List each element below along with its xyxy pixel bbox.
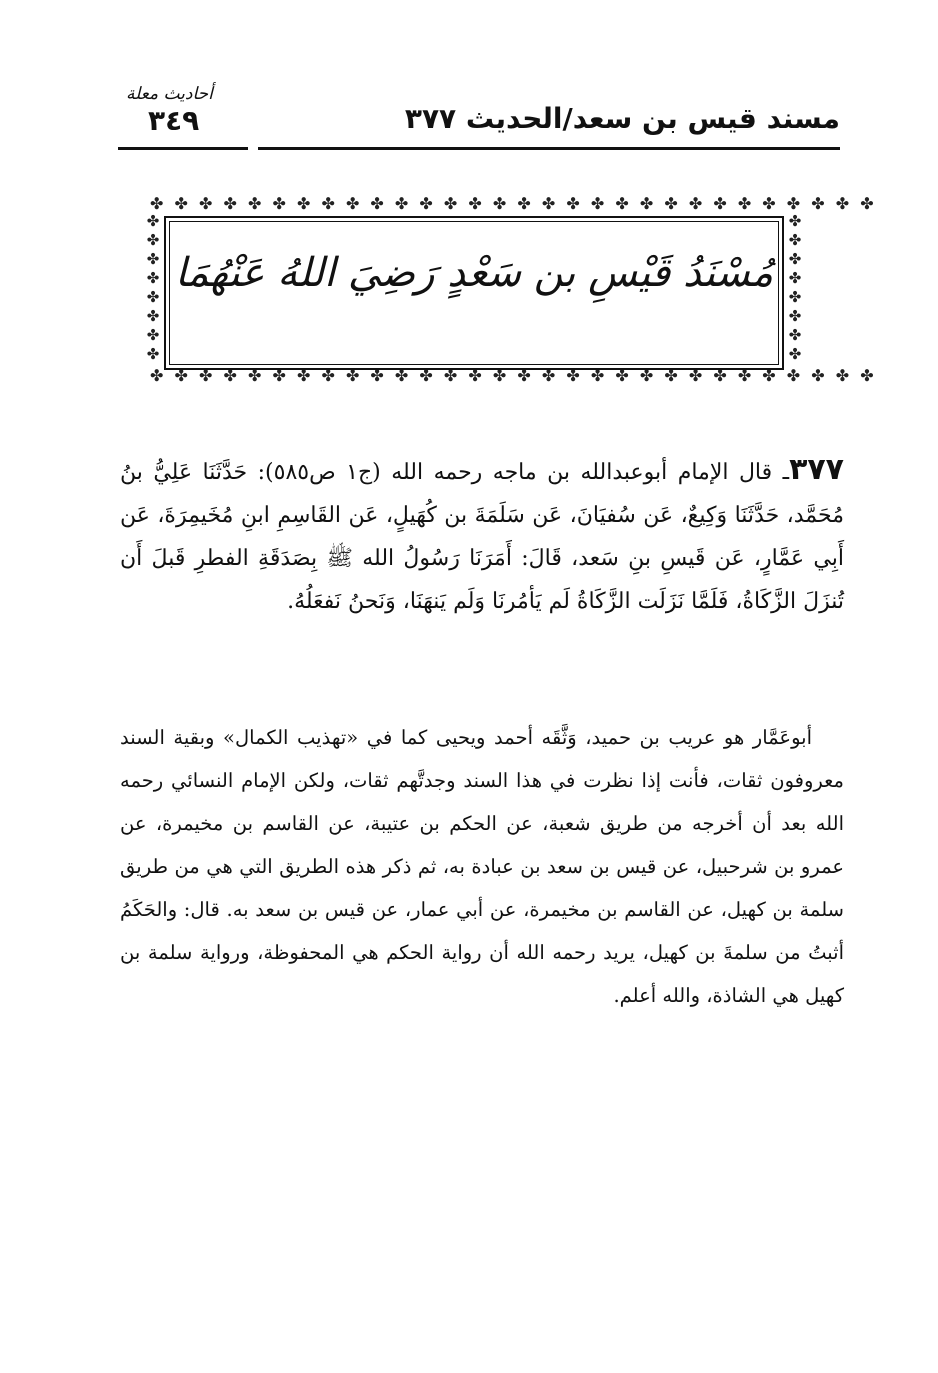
page-number-rule [118, 147, 248, 150]
page-header [118, 80, 840, 150]
header-rule [258, 147, 840, 150]
ornament-border-right: ✤ ✤ ✤ ✤ ✤ ✤ ✤ ✤ [788, 212, 802, 363]
book-name: أحاديث معلة [126, 84, 213, 104]
page-number: ٣٤٩ [148, 104, 200, 137]
hadith-text: ـ قال الإمام أبوعبدالله بن ماجه رحمه الله (ج١ ص٥٨٥): حَدَّثَنَا عَلِيُّ بنُ مُحَمَّد، حَدَّثَنَا وَكِيعٌ، عَن سُفيَانَ، عَن سَلَمَةَ بن كُهَيلٍ، عَن القَاسِمِ ابنِ مُخَيمِرَةَ، عَن أَبِي عَمَّارٍ، عَن قَيسِ بنِ سَعد، قَالَ: أَمَرَنَا رَسُولُ الله ﷺ بِصَدَقَةِ الفطرِ قَبلَ أَن تُنزَلَ الزَّكَاةُ، فَلَمَّا نَزَلَت الزَّكَاةُ لَم يَأمُرنَا وَلَم يَنهَنَا، وَنَحنُ نَفعَلُهُ. [120, 460, 844, 614]
ornament-border-bottom: ✤ ✤ ✤ ✤ ✤ ✤ ✤ ✤ ✤ ✤ ✤ ✤ ✤ ✤ ✤ ✤ ✤ ✤ ✤ ✤ ✤ ✤ ✤ ✤ ✤ ✤ ✤ ✤ ✤ ✤ [150, 366, 877, 385]
commentary-paragraph: أبوعَمَّار هو عريب بن حميد، وَثَّقَه أحمد ويحيى كما في «تهذيب الكمال» وبقية السند معروفون ثقات، فأنت إذا نظرت في هذا السند وجدتَّهم ثقات، ولكن الإمام النسائي رحمه الله بعد أن أخرجه من طريق شعبة، عن الحكم بن عتيبة، عن القاسم بن مخيمرة، عن عمرو بن شرحبيل، عن قيس بن سعد بن عبادة به، ثم ذكر هذه الطريق التي هي من طريق سلمة بن كهيل، عن القاسم بن مخيمرة، عن أبي عمار، عن قيس بن سعد به. قال: والحَكَمُ أثبتُ من سلمةَ بن كهيل، يريد رحمه الله أن رواية الحكم هي المحفوظة، ورواية سلمة بن كهيل هي الشاذة، والله أعلم. [120, 726, 844, 1007]
running-title: مسند قيس بن سعد/الحديث ٣٧٧ [404, 102, 840, 135]
book-info [118, 84, 248, 150]
hadith-paragraph [120, 448, 844, 623]
ornament-border-top: ✤ ✤ ✤ ✤ ✤ ✤ ✤ ✤ ✤ ✤ ✤ ✤ ✤ ✤ ✤ ✤ ✤ ✤ ✤ ✤ ✤ ✤ ✤ ✤ ✤ ✤ ✤ ✤ ✤ ✤ [150, 194, 877, 213]
chapter-title: مُسْنَدُ قَيْسِ بن سَعْدٍ رَضِيَ اللهُ عَنْهُمَا [174, 250, 774, 296]
ornament-border-left: ✤ ✤ ✤ ✤ ✤ ✤ ✤ ✤ [146, 212, 160, 363]
hadith-number: ٣٧٧ [789, 452, 844, 487]
